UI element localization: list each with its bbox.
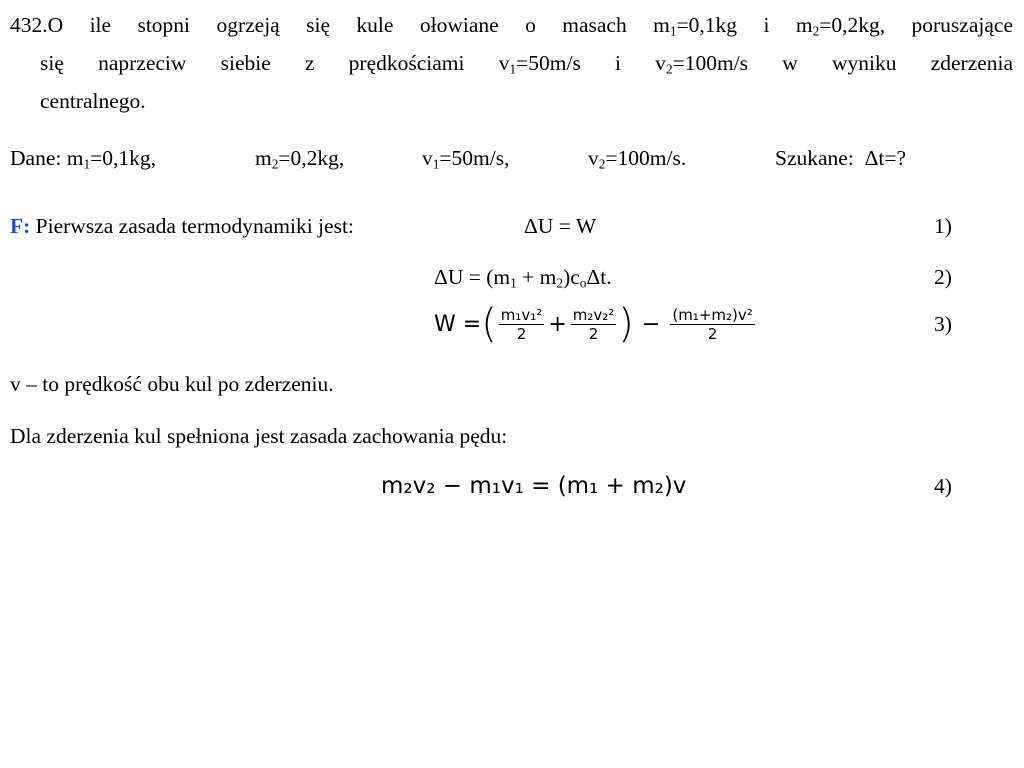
given-v2: $v_2=100m/s$. (588, 146, 687, 172)
given-m2: $m_2=0,2kg$, (255, 146, 345, 172)
momentum-text: Dla zderzenia kul spełniona jest zasada zachowania pędu: (10, 424, 508, 448)
given-line: Dane: $m_1=0,1kg$, (10, 146, 157, 172)
fraction-3: $\frac{\text{(m₁+m₂)v²}}{2}$ (672, 305, 753, 343)
equation-4-number: 4) (934, 474, 952, 498)
physics-intro: F: Pierwsza zasada termodynamiki jest: (10, 214, 354, 238)
fraction-1: $\frac{\text{m₁v₁²}}{2}$ (500, 305, 543, 343)
equation-4: m₂v₂ − m₁v₁ = (m₁ + m₂)v (381, 473, 687, 499)
equation-2-number: 2) (934, 265, 952, 289)
problem-statement (10, 6, 1013, 120)
problem-line-1: 432.O ile stopni ogrzeją się kule ołowiane o masach $m_1=0,1kg$ i $m_2=0,2kg$, poruszające (10, 13, 1013, 39)
problem-line-3: centralnego. (40, 89, 146, 113)
equation-3: W = ( $\frac{\text{m₁v₁²}}{2}$ + $\frac{\text{m₂v₂²}}{2}$ ) − $\frac{\text{(m₁+m₂)v²}}{2}$ (434, 301, 753, 347)
equation-3-number: 3) (934, 312, 952, 336)
equation-1-number: 1) (934, 214, 952, 238)
equation-2: $\Delta U = (m_1 + m_2)c_o\Delta t$. (434, 265, 612, 291)
sought: Szukane: Δt=? (775, 146, 907, 170)
problem-line-2: się naprzeciw siebie z prędkościami $v_1=50m/s$ i $v_2=100m/s$ w wyniku zderzenia (40, 51, 1014, 77)
fraction-2: $\frac{\text{m₂v₂²}}{2}$ (572, 305, 615, 343)
physics-label: F: (10, 214, 31, 238)
given-v1: $v_1=50m/s$, (422, 146, 510, 172)
equation-1: ΔU = W (524, 214, 597, 238)
velocity-definition: v – to prędkość obu kul po zderzeniu. (10, 372, 334, 396)
